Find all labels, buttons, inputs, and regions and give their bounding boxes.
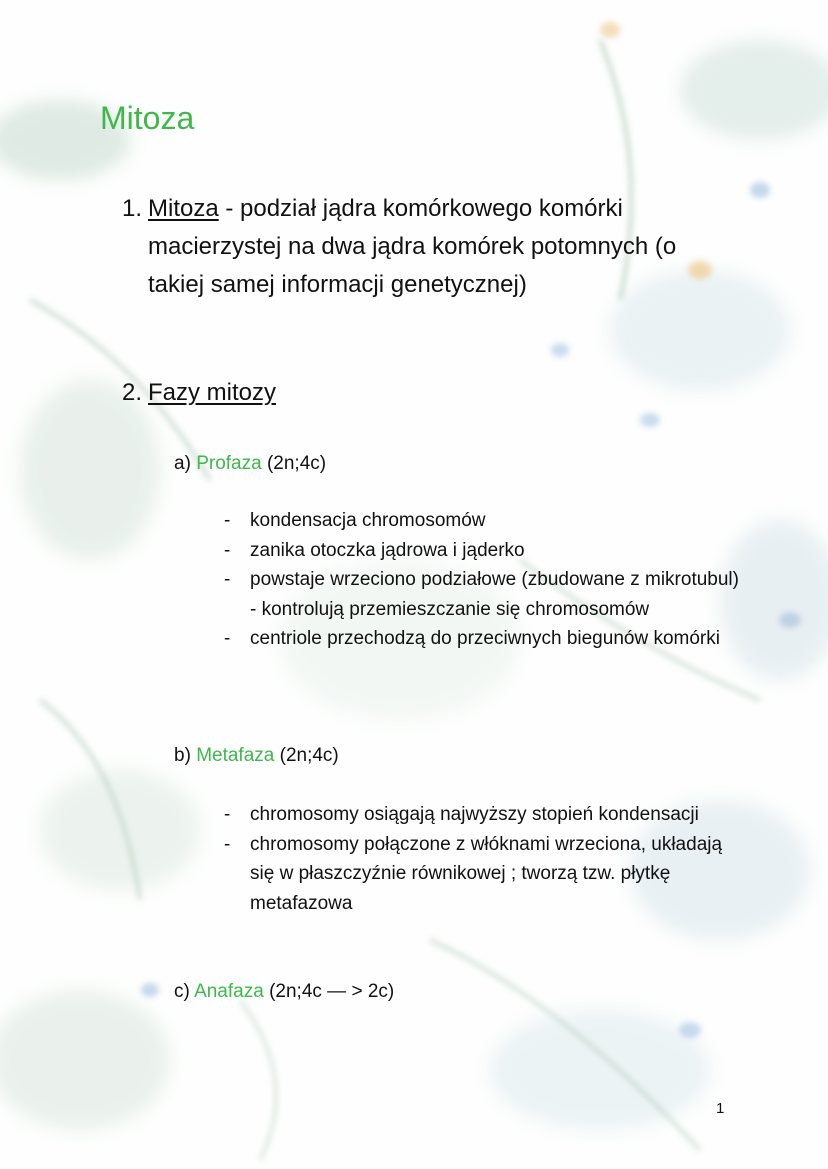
item-number: 2. [122,379,143,406]
item-term: Mitoza [148,195,219,222]
phase-letter: b) [174,745,191,766]
list-item [224,830,744,919]
phase-name: Profaza [196,453,262,474]
dash-bullet: - [224,628,231,649]
bullet-text: chromosomy połączone z włóknami wrzeciona, układają się w płaszczyźnie równikowej ; tworzą tzw. płytkę metafazowa [250,833,723,914]
item-number: 1. [122,195,143,222]
dash-bullet: - [224,569,231,590]
phase-letter: c) [174,981,190,1002]
metafaza-bullet-list [224,800,744,918]
phase-formula: (2n;4c) [279,745,339,766]
list-item [224,624,744,654]
page-title: Mitoza [100,100,195,136]
phase-formula: (2n;4c) [266,453,327,474]
profaza-bullet-list [224,506,744,654]
item-text [148,190,738,304]
list-item [224,800,744,830]
dash-bullet: - [224,510,231,531]
bullet-text: chromosomy osiągają najwyższy stopień kondensacji [250,804,699,825]
phase-heading-profaza [174,451,326,477]
dash-bullet: - [224,833,231,855]
phase-formula: (2n;4c — > 2c) [269,981,395,1002]
phase-name: Metafaza [196,745,275,766]
phase-heading-metafaza [174,743,339,769]
bullet-text: powstaje wrzeciono podziałowe (zbudowane z mikrotubul) - kontrolują przemieszczanie się chromosomów [250,569,739,620]
list-item [224,506,744,536]
bullet-text: zanika otoczka jądrowa i jąderko [250,539,525,561]
item-definition: - podział jądra komórkowego komórki macierzystej na dwa jądra komórek potomnych (o takiej samej informacji genetycznej) [148,195,677,298]
item-text [148,374,738,412]
phase-letter: a) [174,453,191,474]
dash-bullet: - [224,539,231,561]
list-item [224,565,744,624]
phase-name: Anafaza [194,981,264,1002]
dash-bullet: - [224,804,231,825]
bullet-text: kondensacja chromosomów [250,510,486,531]
bullet-text: centriole przechodzą do przeciwnych biegunów komórki [250,628,720,649]
list-item [224,536,744,566]
item-term: Fazy mitozy [148,379,277,406]
page-number: 1 [716,1100,725,1117]
phase-heading-anafaza [174,979,394,1005]
